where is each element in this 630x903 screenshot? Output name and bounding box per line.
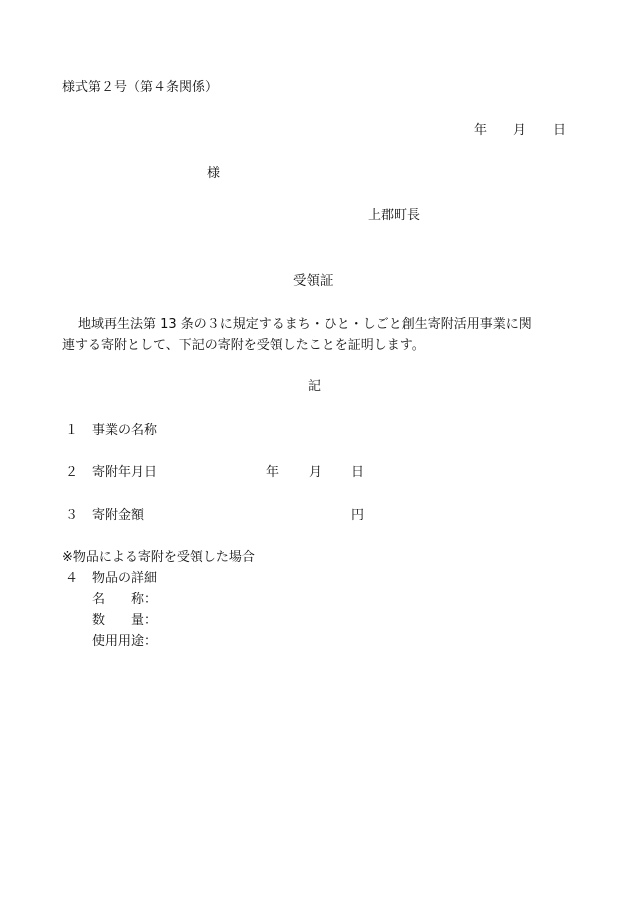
date-day-label: 日 <box>553 123 567 138</box>
body-line-1: 地域再生法第 13 条の３に規定するまち・ひと・しごと創生寄附活用事業に関 <box>78 317 532 332</box>
item-1-label: 事業の名称 <box>92 423 158 438</box>
goods-name-label: 名 称： <box>92 592 158 607</box>
item-2-label: 寄附年月日 <box>92 465 158 480</box>
addressee-suffix: 様 <box>207 166 221 181</box>
item-1-number: １ <box>65 423 79 438</box>
date-year-label: 年 <box>474 123 488 138</box>
goods-purpose-label: 使用用途： <box>92 634 158 649</box>
goods-note: ※物品による寄附を受領した場合 <box>62 550 255 565</box>
item-4-number: ４ <box>65 571 79 586</box>
item-3-unit: 円 <box>351 508 365 523</box>
item-3-label: 寄附金額 <box>92 508 145 523</box>
form-number: 様式第２号（第４条関係） <box>62 80 219 95</box>
item-3-number: ３ <box>65 508 79 523</box>
ki-heading: 記 <box>308 379 322 394</box>
date-month-label: 月 <box>513 123 527 138</box>
item-2-year: 年 <box>266 465 280 480</box>
body-line-2: 連する寄附として、下記の寄附を受領したことを証明します。 <box>62 338 425 353</box>
item-4-label: 物品の詳細 <box>92 571 158 586</box>
issuer-name: 上郡町長 <box>368 208 421 223</box>
goods-quantity-label: 数 量： <box>92 613 158 628</box>
item-2-number: ２ <box>65 465 79 480</box>
item-2-month: 月 <box>309 465 323 480</box>
item-2-day: 日 <box>351 465 365 480</box>
document-title: 受領証 <box>293 273 334 289</box>
